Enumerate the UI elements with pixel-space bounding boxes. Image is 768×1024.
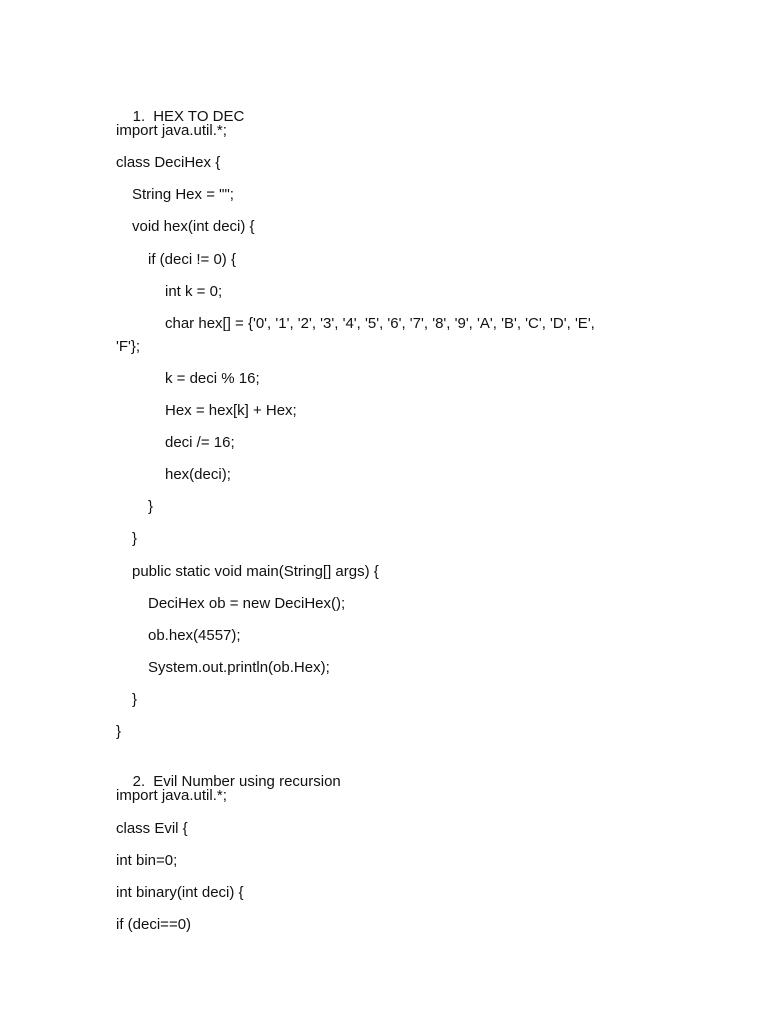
code-line: class DeciHex { [116, 154, 221, 171]
code-line: public static void main(String[] args) { [132, 563, 379, 580]
code-line: k = deci % 16; [165, 370, 260, 387]
code-line: if (deci != 0) { [148, 251, 236, 268]
code-line: deci /= 16; [165, 434, 235, 451]
code-line: String Hex = ""; [132, 186, 234, 203]
code-line: int binary(int deci) { [116, 884, 244, 901]
code-line: void hex(int deci) { [132, 218, 255, 235]
code-line: char hex[] = {'0', '1', '2', '3', '4', '5', '6', '7', '8', '9', 'A', 'B', 'C', 'D', 'E', [165, 315, 595, 332]
code-line: DeciHex ob = new DeciHex(); [148, 595, 346, 612]
code-line: Hex = hex[k] + Hex; [165, 402, 297, 419]
section-2-number: 2. [132, 773, 146, 790]
code-line: 'F'}; [116, 338, 141, 355]
code-line: } [148, 498, 154, 515]
code-line: int bin=0; [116, 852, 178, 869]
code-line: } [116, 723, 122, 740]
code-line: } [132, 691, 138, 708]
code-line: ob.hex(4557); [148, 627, 241, 644]
code-line: System.out.println(ob.Hex); [148, 659, 330, 676]
code-line: import java.util.*; [116, 122, 227, 139]
code-line: import java.util.*; [116, 787, 227, 804]
code-line: hex(deci); [165, 466, 231, 483]
section-2-heading: Evil Number using recursion [153, 773, 341, 790]
code-line: class Evil { [116, 820, 188, 837]
section-1-heading: HEX TO DEC [153, 108, 245, 125]
code-line: } [132, 530, 138, 547]
section-1-number: 1. [132, 108, 146, 125]
code-line: int k = 0; [165, 283, 223, 300]
code-line: if (deci==0) [116, 916, 192, 933]
